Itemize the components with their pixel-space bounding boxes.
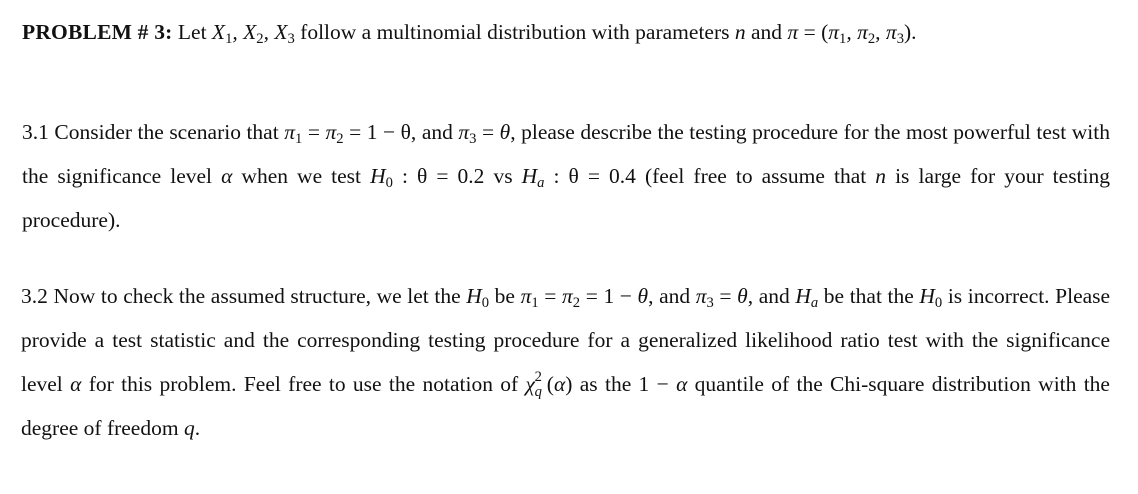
math-ha: $H_a$ [795,284,819,312]
text-segment: (feel free to assume that [635,164,876,188]
text-segment: when we test [232,164,371,188]
math-pi-vector: $\pi_1$, $\pi_2$, $\pi_3$ [828,20,905,48]
text-segment: Now to check the assumed structure, we let the [47,284,467,308]
question-3-1 [22,110,1110,242]
math-pi3: $\pi_3 = \theta$ [458,120,511,148]
text-segment: , and [648,284,696,308]
math-pi1-pi2: $\pi_1 = \pi_2$ [284,120,344,148]
question-label: 3.1 [22,120,49,144]
text-segment: ). [904,20,917,44]
text-segment: Let [172,20,212,44]
math-n: n [875,164,887,188]
problem-statement [22,10,1110,54]
question-label: 3.2 [21,284,48,308]
text-segment: quantile of the Chi-square distribution with the degree of freedom [21,372,1110,440]
text-segment: Consider the scenario that [48,120,285,144]
math-ha: $H_a$ [521,164,545,192]
text-segment: be [489,284,521,308]
text-segment: = ( [798,20,829,44]
math-pi: π [787,20,799,44]
text-segment: as the 1 − [572,372,677,396]
text-segment: . [194,416,201,440]
math-alpha: α [676,372,688,396]
text-segment: is large for your testing procedure). [22,164,1111,232]
text-segment: : θ = 0.2 vs [392,164,522,188]
text-segment: for this problem. Feel free to use the notation of [81,372,526,396]
question-3-2 [21,274,1110,450]
math-structure: $\pi_1 = \pi_2 = 1 - \theta$ [520,284,649,312]
text-segment: , please describe the testing procedure for the most powerful test with the significance level [22,120,1110,188]
math-chi-square-quantile: χ 2 q [525,369,542,401]
text-segment: is incorrect. Please provide a test statistic and the corresponding testing procedure for a generalized likelihood ratio test with the significance level [21,284,1111,396]
math-q: q [183,416,195,440]
text-segment: : θ = 0.4 [544,164,636,188]
text-segment: and [745,20,788,44]
math-h0: $H_0$ [466,284,490,312]
math-alpha: α [70,372,82,396]
problem-title: PROBLEM # 3: [22,20,173,44]
text-segment: be that the [818,284,920,308]
text-segment: follow a multinomial distribution with parameters [294,20,735,44]
math-h0: $H_0$ [370,164,393,192]
math-chi-arg: (α) [546,372,573,396]
math-alpha: α [221,164,233,188]
math-pi3: $\pi_3 = \theta$ [695,284,748,312]
math-x1: $X_1$, $X_2$, $X_3$ [211,20,295,48]
text-segment: = 1 − θ, and [343,120,459,144]
math-h0: $H_0$ [919,284,943,312]
math-n: n [734,20,746,44]
text-segment: , and [747,284,796,308]
